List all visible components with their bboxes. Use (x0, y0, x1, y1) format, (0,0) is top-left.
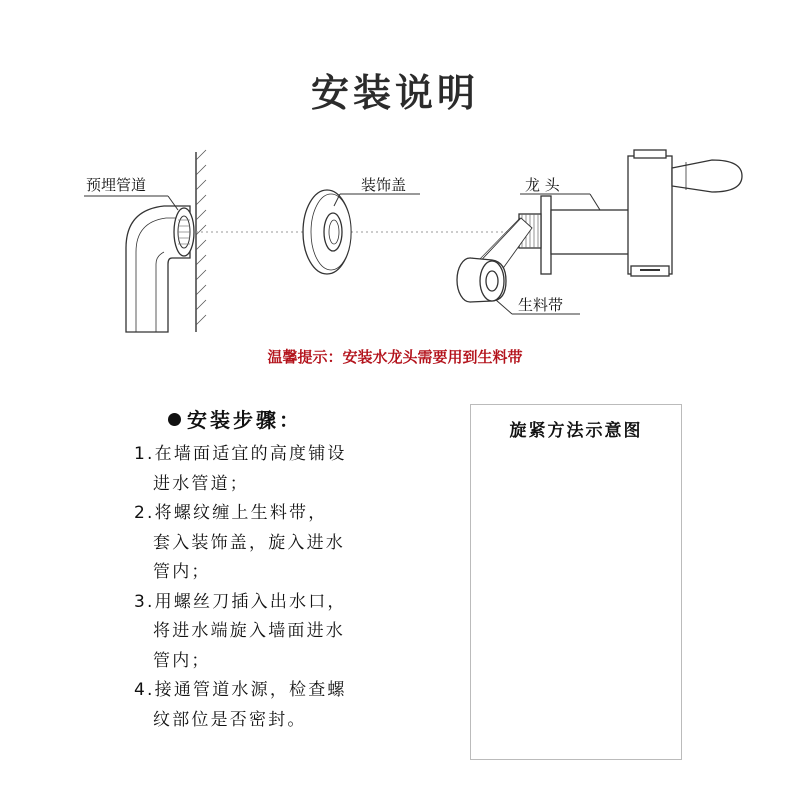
step-line: 2.将螺纹缠上生料带， (134, 503, 328, 523)
bullet-dot-icon (168, 413, 181, 426)
label-faucet: 龙 头 (525, 176, 560, 194)
step-line: 4.接通管道水源，检查螺 (134, 680, 347, 700)
page-title: 安装说明 (310, 70, 479, 115)
step-line: 管内； (153, 562, 211, 582)
step-line: 将进水端旋入墙面进水 (153, 621, 345, 641)
wall-left (196, 150, 206, 332)
label-ptfe-tape: 生料带 (518, 296, 564, 314)
steps-heading (168, 404, 302, 433)
step-line: 管内； (153, 650, 211, 671)
label-decorative-cover: 装饰盖 (361, 176, 407, 194)
label-embedded-pipe: 预埋管道 (86, 176, 147, 194)
step-item (134, 588, 414, 677)
step-line: 纹部位是否密封。 (153, 709, 307, 730)
step-line: 3.用螺丝刀插入出水口， (134, 591, 347, 612)
steps-heading-text: 安装步骤： (187, 408, 302, 432)
faucet-graphic (519, 150, 742, 276)
step-item (134, 676, 414, 735)
step-line: 套入装饰盖，旋入进水 (153, 532, 345, 553)
ptfe-tape-graphic (457, 218, 532, 302)
step-item (134, 440, 414, 499)
step-line: 1.在墙面适宜的高度铺设 (134, 444, 347, 464)
tip-text: 温馨提示：安装水龙头需要用到生料带 (267, 348, 523, 366)
step-item (134, 499, 414, 588)
tighten-panel-title: 旋紧方法示意图 (509, 421, 643, 441)
embedded-pipe-graphic (126, 206, 194, 332)
tighten-panel (470, 404, 682, 760)
step-line: 进水管道； (153, 473, 249, 494)
decorative-cover-graphic (303, 190, 351, 274)
steps-list (134, 440, 414, 735)
